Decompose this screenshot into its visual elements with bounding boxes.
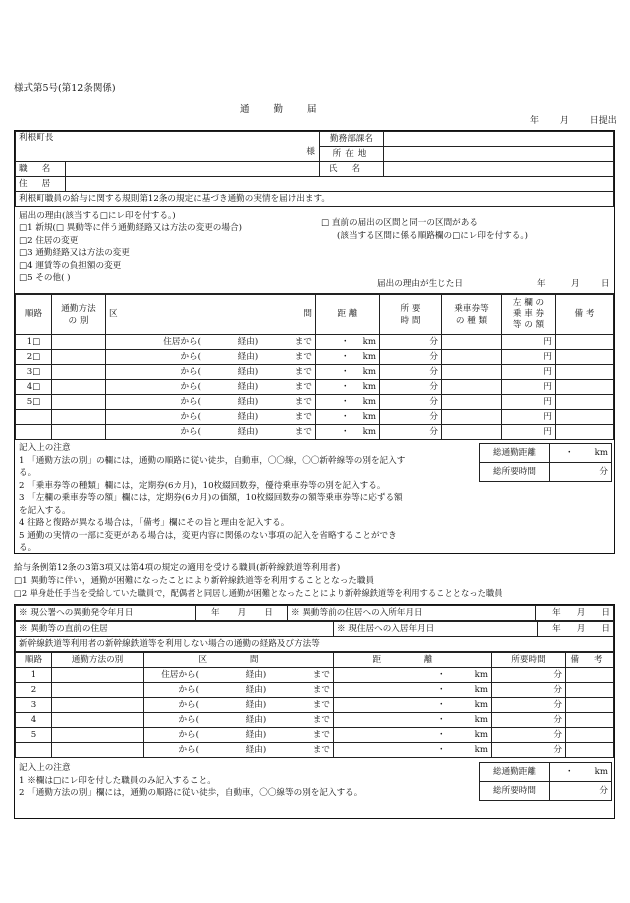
alt-from: から(	[178, 699, 199, 710]
section-header-2: 間	[303, 309, 312, 319]
alt-distance[interactable]	[334, 683, 492, 698]
notes1-line: 4 往路と復路が異なる場合は，「備考」欄にその旨と理由を記入する。	[19, 518, 290, 528]
route-ticket[interactable]	[442, 395, 502, 410]
route-via: 経由)	[237, 336, 259, 347]
route-fare[interactable]: 円	[502, 380, 556, 395]
route-order[interactable]: 1□	[16, 335, 52, 350]
route-remarks[interactable]	[556, 350, 614, 365]
notes2-block	[15, 758, 614, 828]
route-remarks[interactable]	[556, 425, 614, 440]
alt-method-header: 通勤方法の別	[52, 653, 144, 668]
alt-to: まで	[312, 744, 330, 755]
reason-date-month: 月	[571, 279, 580, 289]
shinkansen-date-table	[15, 605, 614, 621]
date-submitted: 日提出	[589, 116, 617, 126]
total-distance-value[interactable]	[550, 444, 612, 463]
reason-item[interactable]: □4 運賃等の負担額の変更	[19, 260, 122, 271]
alt-section[interactable]	[144, 683, 334, 698]
date-line	[530, 113, 617, 126]
reasons-list	[19, 222, 242, 285]
alt-order[interactable]: 3	[16, 698, 52, 713]
route-from: 住居から(	[163, 336, 201, 347]
route-remarks[interactable]	[556, 395, 614, 410]
alt-dot: ・	[437, 744, 446, 755]
route-fare[interactable]: 円	[502, 365, 556, 380]
route-row	[16, 410, 614, 425]
notes1-line: を記入する。	[19, 505, 71, 516]
route-header-row	[16, 295, 614, 335]
alt-distance[interactable]	[334, 698, 492, 713]
route-distance[interactable]	[316, 425, 380, 440]
route-section[interactable]	[106, 425, 316, 440]
fare-header-1: 左 欄 の	[512, 298, 545, 308]
dept-field[interactable]	[384, 132, 614, 147]
alt-from: から(	[178, 684, 199, 695]
declaration: 利根町職員の給与に関する規則第12条の規定に基づき通勤の実情を届け出ます。	[16, 192, 614, 207]
notes1-header: 記入上の注意	[19, 443, 71, 453]
alt-route-header-row	[16, 653, 614, 668]
alt-via: 経由)	[245, 699, 267, 710]
alt-dot: ・	[437, 699, 446, 710]
route-km: km	[362, 351, 376, 362]
total2-time-value[interactable]: 分	[550, 782, 612, 801]
alt-order[interactable]	[16, 743, 52, 758]
alt-distance[interactable]	[334, 713, 492, 728]
alt-from: から(	[178, 729, 199, 740]
alt-order[interactable]: 5	[16, 728, 52, 743]
route-distance[interactable]	[316, 380, 380, 395]
alt-distance[interactable]	[334, 743, 492, 758]
reason-item[interactable]: □5 その他( )	[19, 273, 71, 283]
route-method[interactable]	[52, 335, 106, 350]
route-dot: ・	[341, 411, 350, 422]
alt-remarks-header: 備 考	[566, 653, 614, 668]
alt-route-row	[16, 743, 614, 758]
alt-section[interactable]	[144, 698, 334, 713]
alt-km: km	[474, 684, 488, 695]
route-to: まで	[294, 351, 312, 362]
route-km: km	[362, 366, 376, 377]
notes1-list	[19, 442, 405, 555]
notes2-header: 記入上の注意	[19, 763, 71, 773]
route-time[interactable]: 分	[380, 425, 442, 440]
route-method[interactable]	[52, 395, 106, 410]
route-to: まで	[294, 411, 312, 422]
appointment-date-label: ※ 現公署への異動発令年月日	[16, 606, 196, 621]
notes1-line: 2 「乗車券等の種類」欄には，定期券(6カ月)，10枚綴回数券，優待乗車券等の別を記入する。	[19, 480, 386, 491]
alt-from: から(	[178, 744, 199, 755]
reason-item[interactable]: □3 通勤経路又は方法の変更	[19, 248, 130, 258]
route-remarks[interactable]	[556, 410, 614, 425]
prev-residence-month: 月	[576, 607, 586, 618]
alt-distance[interactable]	[334, 668, 492, 683]
route-to: まで	[294, 336, 312, 347]
route-dot: ・	[341, 396, 350, 407]
route-to: まで	[294, 396, 312, 407]
alt-method[interactable]	[52, 743, 144, 758]
route-dot: ・	[341, 336, 350, 347]
notes1-line: 1 「通勤方法の別」の欄には，通勤の順路に従い徒歩，自動車，〇〇線，〇〇新幹線等の別を記入す	[19, 455, 406, 466]
time-header-2: 時 間	[400, 315, 421, 326]
route-row	[16, 365, 614, 380]
ticket-header-2: の 種 類	[455, 315, 488, 326]
ticket-header-1: 乗車券等	[454, 303, 489, 314]
route-method[interactable]	[52, 365, 106, 380]
route-via: 経由)	[237, 351, 259, 362]
alt-order[interactable]: 2	[16, 683, 52, 698]
alt-order[interactable]: 1	[16, 668, 52, 683]
route-via: 経由)	[237, 426, 259, 437]
ticket-header	[442, 295, 502, 335]
route-section[interactable]	[106, 335, 316, 350]
alt-section[interactable]	[144, 728, 334, 743]
alt-route-row	[16, 698, 614, 713]
current-residence-day: 日	[601, 623, 610, 634]
total2-time-label: 総所要時間	[480, 782, 550, 801]
route-ticket[interactable]	[442, 425, 502, 440]
alt-via: 経由)	[245, 669, 267, 680]
order-header: 順路	[16, 295, 52, 335]
route-from: から(	[180, 351, 201, 362]
alt-via: 経由)	[245, 744, 267, 755]
route-remarks[interactable]	[556, 335, 614, 350]
form-title: 通勤届	[240, 104, 341, 115]
route-km: km	[362, 426, 376, 437]
location-label: 所在地	[320, 147, 384, 162]
route-order[interactable]: 2□	[16, 350, 52, 365]
alt-route-row	[16, 713, 614, 728]
alt-remarks[interactable]	[566, 668, 614, 683]
alt-time[interactable]: 分	[492, 698, 566, 713]
route-to: まで	[294, 426, 312, 437]
route-to: まで	[294, 366, 312, 377]
total2-distance-km: km	[594, 766, 608, 777]
route-ticket[interactable]	[442, 380, 502, 395]
alt-section-header: 区 間	[144, 653, 334, 668]
route-remarks[interactable]	[556, 365, 614, 380]
prev-residence-day: 日	[601, 607, 610, 618]
route-ticket[interactable]	[442, 365, 502, 380]
alt-dot: ・	[437, 714, 446, 725]
route-method[interactable]	[52, 425, 106, 440]
route-via: 経由)	[237, 381, 259, 392]
route-row	[16, 350, 614, 365]
route-dot: ・	[341, 351, 350, 362]
method-header-2: の 別	[68, 315, 89, 326]
reason-item[interactable]: □2 住居の変更	[19, 235, 79, 246]
route-from: から(	[180, 396, 201, 407]
route-time[interactable]: 分	[380, 395, 442, 410]
total-distance-label: 総通勤距離	[480, 444, 550, 463]
route-fare[interactable]: 円	[502, 410, 556, 425]
shinkansen-item2[interactable]: □2 単身赴任手当を受給していた職員で，配偶者と同居し通勤が困難となったことにより新幹線鉄道等を利用することとなった職員	[14, 588, 503, 598]
current-residence-month: 月	[576, 623, 586, 634]
shinkansen-title: 給与条例第12条の3第3項又は第4項の規定の適用を受ける職員(新幹線鉄道等利用者)	[14, 563, 341, 573]
total2-distance-dot: ・	[565, 766, 574, 777]
current-residence-year: 年	[552, 623, 561, 634]
route-dot: ・	[341, 366, 350, 377]
name-label: 氏名	[320, 162, 384, 177]
alt-route-row	[16, 683, 614, 698]
alt-dot: ・	[437, 684, 446, 695]
prev-residence-date-field[interactable]	[536, 606, 614, 621]
alt-section[interactable]	[144, 743, 334, 758]
route-from: から(	[180, 426, 201, 437]
route-time[interactable]: 分	[380, 380, 442, 395]
address-field[interactable]	[66, 177, 614, 192]
date-year: 年	[530, 116, 540, 126]
residence-table	[15, 621, 614, 652]
alt-to: まで	[312, 669, 330, 680]
route-from: から(	[180, 366, 201, 377]
time-header-1: 所 要	[400, 303, 421, 314]
reasons-block	[15, 207, 614, 294]
shinkansen-item1[interactable]: □1 異動等に伴い，通勤が困難になったことにより新幹線鉄道等を利用することとなった職員	[14, 575, 375, 586]
alt-to: まで	[312, 714, 330, 725]
alt-time-header: 所要時間	[492, 653, 566, 668]
route-time[interactable]: 分	[380, 365, 442, 380]
route-fare[interactable]: 円	[502, 335, 556, 350]
route-time[interactable]: 分	[380, 335, 442, 350]
route-fare[interactable]: 円	[502, 425, 556, 440]
alt-from: 住居から(	[161, 669, 199, 680]
remarks-header: 備 考	[556, 295, 614, 335]
alt-via: 経由)	[245, 729, 267, 740]
current-residence-date-label: ※ 現住居への入居年月日	[334, 622, 538, 637]
route-row	[16, 380, 614, 395]
alt-method[interactable]	[52, 728, 144, 743]
total-distance-dot: ・	[565, 447, 574, 458]
route-fare[interactable]: 円	[502, 350, 556, 365]
distance-header: 距 離	[316, 295, 380, 335]
title-label: 職名	[16, 162, 66, 177]
notes1-line: る。	[19, 468, 37, 478]
route-time[interactable]: 分	[380, 410, 442, 425]
route-section[interactable]	[106, 380, 316, 395]
addressee: 利根町長	[19, 133, 54, 143]
fare-header-2: 乗 車 券	[512, 309, 545, 319]
alt-remarks[interactable]	[566, 698, 614, 713]
alt-section[interactable]	[144, 668, 334, 683]
alt-km: km	[474, 744, 488, 755]
alt-method[interactable]	[52, 683, 144, 698]
route-km: km	[362, 381, 376, 392]
route-remarks[interactable]	[556, 380, 614, 395]
route-order[interactable]	[16, 410, 52, 425]
route-km: km	[362, 396, 376, 407]
alt-route-title: 新幹線鉄道等利用者の新幹線鉄道等を利用しない場合の通勤の経路及び方法等	[16, 637, 614, 652]
alt-method[interactable]	[52, 668, 144, 683]
appointment-day: 日	[264, 607, 273, 618]
date-month: 月	[559, 116, 569, 126]
notes1-block	[15, 440, 614, 554]
route-order[interactable]	[16, 425, 52, 440]
route-via: 経由)	[237, 366, 259, 377]
prev-residence-date-label: ※ 異動等前の住居への入所年月日	[288, 606, 536, 621]
alt-method[interactable]	[52, 713, 144, 728]
route-distance[interactable]	[316, 410, 380, 425]
route-method[interactable]	[52, 350, 106, 365]
title-field[interactable]	[66, 162, 320, 177]
alt-order-header: 順路	[16, 653, 52, 668]
alt-distance[interactable]	[334, 728, 492, 743]
route-dot: ・	[341, 426, 350, 437]
current-residence-date-field[interactable]	[538, 622, 614, 637]
name-field[interactable]	[384, 162, 614, 177]
notes2-line: 1 ※欄は□にレ印を付した職員のみ記入すること。	[19, 775, 216, 786]
route-fare[interactable]: 円	[502, 395, 556, 410]
route-via: 経由)	[237, 411, 259, 422]
route-dot: ・	[341, 381, 350, 392]
reason-item[interactable]: □1 新規(□ 異動等に伴う通勤経路又は方法の変更の場合)	[19, 223, 242, 233]
commute-form-frame	[14, 130, 615, 554]
appointment-date-field[interactable]	[196, 606, 288, 621]
alt-from: から(	[178, 714, 199, 725]
applicant-table	[15, 131, 614, 207]
notes2-line: 2 「通勤方法の別」欄には，通勤の順路に従い徒歩，自動車，〇〇線等の別を記入する。	[19, 788, 363, 798]
notes2-list	[19, 762, 362, 800]
route-method[interactable]	[52, 380, 106, 395]
form-number: 様式第5号(第12条関係)	[14, 83, 116, 94]
alt-via: 経由)	[245, 714, 267, 725]
alt-dot: ・	[437, 729, 446, 740]
method-header	[52, 295, 106, 335]
total-time-label: 総所要時間	[480, 463, 550, 482]
alt-time[interactable]: 分	[492, 668, 566, 683]
route-method[interactable]	[52, 410, 106, 425]
route-row	[16, 425, 614, 440]
alt-time[interactable]: 分	[492, 713, 566, 728]
method-header-1: 通勤方法	[61, 303, 96, 314]
alt-km: km	[474, 714, 488, 725]
alt-remarks[interactable]	[566, 743, 614, 758]
route-distance[interactable]	[316, 350, 380, 365]
alt-remarks[interactable]	[566, 683, 614, 698]
alt-section[interactable]	[144, 713, 334, 728]
reasons-header: 届出の理由(該当する□にレ印を付する。)	[19, 211, 176, 221]
appointment-year: 年	[211, 607, 220, 618]
route-km: km	[362, 336, 376, 347]
alt-to: まで	[312, 699, 330, 710]
reason-date-day: 日	[601, 279, 610, 289]
alt-route-row	[16, 728, 614, 743]
route-from: から(	[180, 411, 201, 422]
shinkansen-section	[14, 562, 503, 600]
time-header	[380, 295, 442, 335]
total-distance-km: km	[594, 447, 608, 458]
totals2-table	[479, 762, 612, 801]
alt-order[interactable]: 4	[16, 713, 52, 728]
honorific: 様	[306, 147, 316, 157]
route-distance[interactable]	[316, 395, 380, 410]
alt-km: km	[474, 729, 488, 740]
shinkansen-form-frame	[14, 604, 615, 819]
route-order[interactable]: 4□	[16, 380, 52, 395]
alt-km: km	[474, 699, 488, 710]
notes1-line: る。	[19, 543, 37, 553]
route-to: まで	[294, 381, 312, 392]
route-distance[interactable]	[316, 365, 380, 380]
total2-distance-label: 総通勤距離	[480, 763, 550, 782]
reason-date-year: 年	[537, 279, 546, 289]
alt-method[interactable]	[52, 698, 144, 713]
alt-time[interactable]: 分	[492, 728, 566, 743]
alt-to: まで	[312, 729, 330, 740]
alt-to: まで	[312, 684, 330, 695]
route-row	[16, 395, 614, 410]
alt-remarks[interactable]	[566, 728, 614, 743]
notes1-line: 3 「左欄の乗車券等の額」欄には，定期券(6カ月)の価額，10枚綴回数券の額等乗車券等に応ずる額	[19, 493, 403, 503]
same-section-check[interactable]: □ 直前の届出の区間と同一の区間がある	[321, 218, 478, 228]
totals1-table	[479, 443, 612, 482]
fare-header-3: 等 の 額	[512, 320, 545, 330]
same-section-note: (該当する区間に係る順路欄の□にレ印を付する。)	[337, 231, 528, 241]
route-order[interactable]: 3□	[16, 365, 52, 380]
route-distance[interactable]	[316, 335, 380, 350]
prev-residence-label: ※ 異動等の直前の住居	[16, 622, 334, 637]
total2-distance-value[interactable]	[550, 763, 612, 782]
alt-dot: ・	[437, 669, 446, 680]
alt-via: 経由)	[245, 684, 267, 695]
route-section[interactable]	[106, 395, 316, 410]
appointment-month: 月	[237, 607, 247, 618]
route-km: km	[362, 411, 376, 422]
alt-distance-header: 距 離	[334, 653, 492, 668]
route-from: から(	[180, 381, 201, 392]
route-via: 経由)	[237, 396, 259, 407]
alt-remarks[interactable]	[566, 713, 614, 728]
route-ticket[interactable]	[442, 335, 502, 350]
route-order[interactable]: 5□	[16, 395, 52, 410]
route-section[interactable]	[106, 365, 316, 380]
addressee-cell	[16, 132, 320, 162]
alt-route-table	[15, 652, 614, 758]
section-header-1: 区	[109, 309, 118, 319]
location-field[interactable]	[384, 147, 614, 162]
section-header	[106, 295, 316, 335]
dept-label: 勤務部課名	[320, 132, 384, 147]
alt-route-row	[16, 668, 614, 683]
route-ticket[interactable]	[442, 350, 502, 365]
route-section[interactable]	[106, 350, 316, 365]
alt-time[interactable]: 分	[492, 683, 566, 698]
fare-header	[502, 295, 556, 335]
alt-time[interactable]: 分	[492, 743, 566, 758]
address-label: 住居	[16, 177, 66, 192]
prev-residence-year: 年	[552, 607, 561, 618]
route-section[interactable]	[106, 410, 316, 425]
reason-date-label: 届出の理由が生じた日	[377, 279, 463, 289]
route-table	[15, 294, 614, 440]
notes1-line: 5 通勤の実情の一部に変更がある場合は，変更内容に関係のない事項の記入を省略することができ	[19, 530, 397, 541]
total-time-value[interactable]: 分	[550, 463, 612, 482]
route-ticket[interactable]	[442, 410, 502, 425]
route-time[interactable]: 分	[380, 350, 442, 365]
route-row	[16, 335, 614, 350]
alt-km: km	[474, 669, 488, 680]
